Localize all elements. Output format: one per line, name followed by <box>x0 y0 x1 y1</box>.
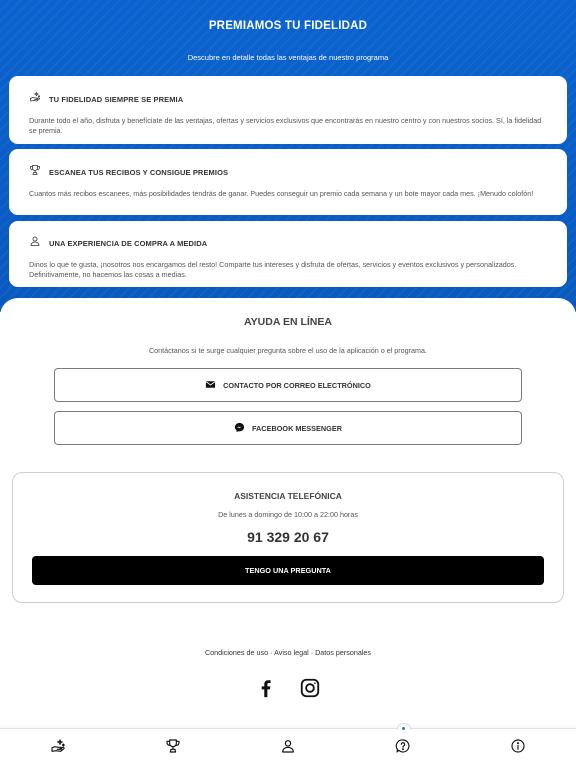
user-icon <box>29 234 41 252</box>
card-text: Durante todo el año, disfruta y benefíciate de las ventajas, ofertas y servicios exclusivos que encontrarás en nuestro centro y con nuestros socios. Sí, la fidelidad se premia. <box>29 116 542 135</box>
help-subtitle: Contáctanos si te surge cualquier pregunta sobre el uso de la aplicación o el programa. <box>148 346 428 355</box>
benefit-card-experience <box>9 221 567 287</box>
help-icon <box>395 738 411 759</box>
email-contact-button[interactable] <box>54 368 522 402</box>
social-links <box>0 676 576 700</box>
messenger-button[interactable] <box>54 411 522 445</box>
trophy-icon <box>165 738 181 759</box>
user-icon <box>280 738 296 759</box>
phone-title: ASISTENCIA TELEFÓNICA <box>234 491 342 501</box>
trophy-icon <box>29 163 41 181</box>
hero-title: PREMIAMOS TU FIDELIDAD <box>208 20 368 32</box>
hand-sparkle-icon <box>29 90 41 108</box>
card-title: ESCANEA TUS RECIBOS Y CONSIGUE PREMIOS <box>49 167 229 177</box>
messenger-label: FACEBOOK MESSENGER <box>251 423 342 433</box>
tab-help[interactable] <box>346 729 461 768</box>
email-contact-label: CONTACTO POR CORREO ELECTRÓNICO <box>223 380 371 390</box>
tab-rewards[interactable] <box>0 729 115 768</box>
card-title: UNA EXPERIENCIA DE COMPRA A MEDIDA <box>49 238 208 248</box>
phone-hours: De lunes a domingo de 10:00 a 22:00 horas <box>218 510 358 519</box>
hand-sparkle-icon <box>50 738 66 759</box>
card-text: Dinos lo que te gusta, ¡nosotros nos encargamos del resto! Comparte tus intereses y disfruta de ofertas, servicios y eventos exclusivos y personalizados. Definitivamente, no hacemos las cosas a medias. <box>29 260 517 279</box>
facebook-icon[interactable] <box>254 676 278 700</box>
bottom-tab-bar <box>0 728 576 768</box>
phone-number[interactable]: 91 329 20 67 <box>247 529 329 545</box>
benefit-card-receipts <box>9 149 567 215</box>
card-text: Cuantos más recibos escanees, más posibilidades tendrás de ganar. Puedes conseguir un premio cada semana y un bote mayor cada mes. ¡Menudo colofón! <box>29 189 534 198</box>
messenger-icon <box>234 422 245 435</box>
hero-subtitle: Descubre en detalle todas las ventajas de nuestro programa <box>187 53 389 62</box>
instagram-icon[interactable] <box>298 676 322 700</box>
tab-profile[interactable] <box>230 729 345 768</box>
tab-prizes[interactable] <box>115 729 230 768</box>
tab-info[interactable] <box>461 729 576 768</box>
benefit-card-loyalty <box>9 76 567 144</box>
mail-icon <box>205 379 216 392</box>
legal-links[interactable]: Condiciones de uso · Aviso legal · Datos personales <box>204 648 372 657</box>
ask-question-button[interactable]: TENGO UNA PREGUNTA <box>32 556 544 585</box>
card-title: TU FIDELIDAD SIEMPRE SE PREMIA <box>49 94 184 104</box>
info-icon <box>510 738 526 759</box>
help-title: AYUDA EN LÍNEA <box>244 316 332 328</box>
